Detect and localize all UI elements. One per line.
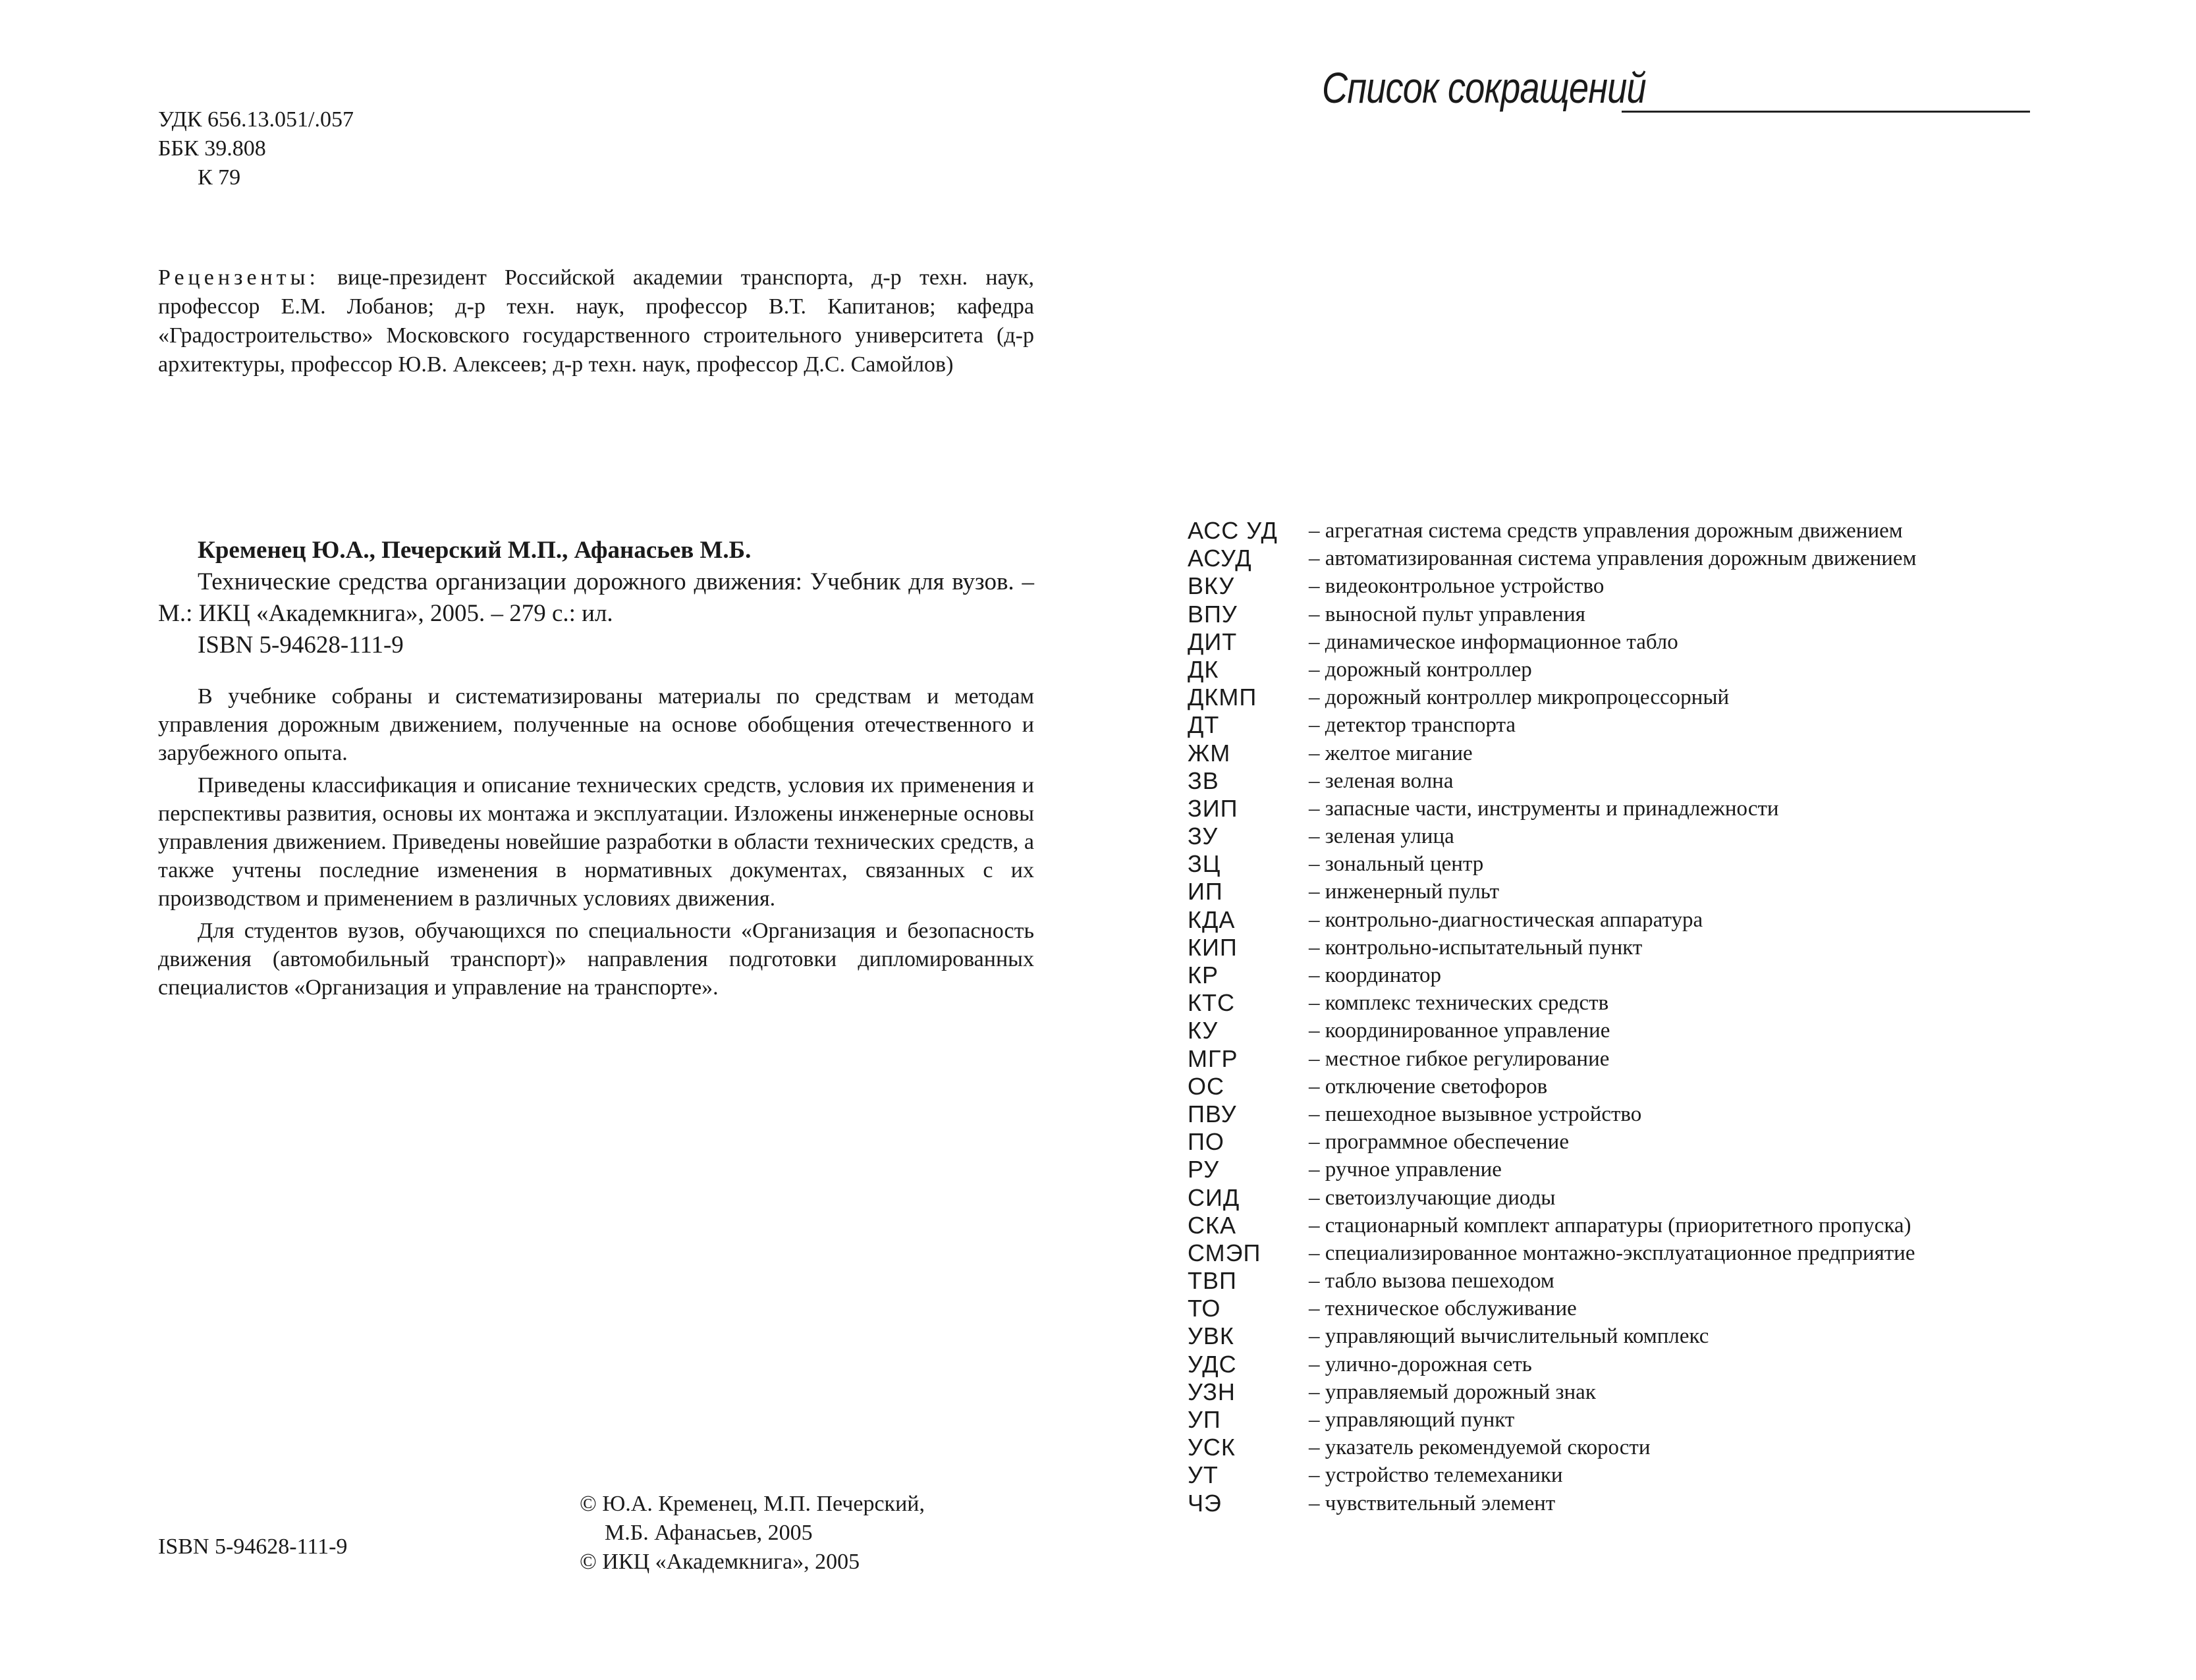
abbreviation: ЗУ [1188,823,1219,850]
abbreviation: КУ [1188,1017,1219,1044]
isbn-bottom: ISBN 5-94628-111-9 [158,1534,348,1559]
abbreviation-definition: – контрольно-испытательный пункт [1309,935,1643,960]
abstract-paragraph: В учебнике собраны и систематизированы материалы по средствам и методам управления дорожным движением, полученные на основе обобщения отечественного и зарубежного опыта. [158,684,1034,765]
abbreviation: ЗВ [1188,767,1219,794]
abbreviation: УТ [1188,1461,1219,1489]
abbreviation: ЖМ [1188,739,1231,767]
abbreviation-row [1188,629,2143,657]
right-page [1098,0,2196,1680]
abbreviation-definition: – видеоконтрольное устройство [1309,574,1605,599]
abbreviation: ПО [1188,1128,1224,1156]
abbreviation-row [1188,712,2143,740]
abbreviation-definition: – зеленая улица [1309,825,1454,849]
copyright-line: © ИКЦ «Академкнига», 2005 [580,1550,860,1574]
abbreviation: МГР [1188,1044,1238,1072]
abbreviation: УСК [1188,1434,1236,1461]
abbreviation-definition: – ручное управление [1309,1158,1502,1182]
abbreviation: УП [1188,1406,1221,1433]
udc-code: УДК 656.13.051/.057 [158,107,354,132]
abbreviation-definition: – дорожный контроллер [1309,657,1532,682]
abbreviation-row [1188,545,2143,573]
abbreviation: УВК [1188,1322,1234,1350]
abbreviation-row [1188,684,2143,712]
abbreviation: ВПУ [1188,600,1238,628]
abbreviation-row [1188,1295,2143,1323]
abbreviation-definition: – чувствительный элемент [1309,1491,1556,1515]
abbreviation-definition: – табло вызова пешеходом [1309,1269,1554,1293]
bibliographic-description: Технические средства организации дорожного движения: Учебник для вузов. – М.: ИКЦ «Академкнига», 2005. – 279 с.: ил. [158,568,1034,627]
isbn-line: ISBN 5-94628-111-9 [198,632,404,659]
abstract-paragraph: Для студентов вузов, обучающихся по специальности «Организация и безопасность движения (автомобильный транспорт)» направления подготовки дипломированных специалистов «Организация и управление на транспорте». [158,919,1034,1000]
abbreviation-row [1188,1129,2143,1156]
abbreviation-definition: – программное обеспечение [1309,1130,1569,1154]
abbreviation: АСС УД [1188,517,1278,544]
abbreviation-row [1188,1323,2143,1351]
abbreviation: КИП [1188,933,1238,961]
abbreviation: ДК [1188,655,1219,683]
abbreviation-definition: – управляющий вычислительный комплекс [1309,1324,1709,1349]
abbreviation-row [1188,1185,2143,1212]
abbreviation: КР [1188,962,1219,989]
abbreviation: РУ [1188,1156,1220,1183]
abbreviation-definition: – контрольно-диагностическая аппаратура [1309,908,1703,932]
copyright-line: М.Б. Афанасьев, 2005 [605,1521,813,1545]
abbreviation-row [1188,935,2143,962]
abbreviation-row [1188,851,2143,879]
abbreviation-row [1188,823,2143,851]
abbreviation-definition: – зеленая волна [1309,769,1454,793]
abbreviation-definition: – координированное управление [1309,1019,1610,1043]
abbreviation: СМЭП [1188,1239,1261,1266]
reviewers-block [158,263,1034,379]
abbreviation-row [1188,573,2143,601]
abbreviation-definition: – стационарный комплект аппаратуры (приоритетного пропуска) [1309,1213,1911,1237]
abbreviation-row [1188,1212,2143,1240]
abstract [158,682,1034,1006]
abbreviation-definition: – автоматизированная система управления дорожным движением [1309,547,1917,571]
abbreviation-row [1188,768,2143,796]
abbreviation-row [1188,1351,2143,1379]
abbreviation-definition: – инженерный пульт [1309,880,1500,904]
copyright-line: © Ю.А. Кременец, М.П. Печерский, [580,1492,925,1516]
abbreviation-definition: – выносной пульт управления [1309,602,1585,626]
abbreviation: ДТ [1188,711,1220,739]
abbreviation: АСУД [1188,545,1252,572]
abbreviation-definition: – желтое мигание [1309,741,1473,765]
abbreviation: СИД [1188,1183,1240,1211]
abbreviation-row [1188,657,2143,684]
author-sign: К 79 [198,165,241,190]
abbreviation: КТС [1188,989,1235,1017]
abbreviation-definition: – техническое обслуживание [1309,1297,1577,1321]
abbreviation-row [1188,907,2143,935]
abbreviation: КДА [1188,906,1236,933]
abbreviation-list [1188,518,2143,1518]
bbk-code: ББК 39.808 [158,136,266,161]
authors: Кременец Ю.А., Печерский М.П., Афанасьев М.Б. [198,537,752,564]
abbreviation-row [1188,990,2143,1017]
page-title: Список сокращений [1322,63,1646,112]
abbreviation-definition: – дорожный контроллер микропроцессорный [1309,686,1730,710]
abbreviation: ТО [1188,1295,1221,1322]
abbreviation-row [1188,1268,2143,1295]
reviewers-text: вице-президент Российской академии транспорта, д-р техн. наук, профессор Е.М. Лобанов; д-р техн. наук, профессор В.Т. Капитанов; кафедра «Градостроительство» Московского государственного строительного университета (д-р архитектуры, профессор Ю.В. Алексеев; д-р техн. наук, профессор Д.С. Самойлов) [158,265,1035,377]
abbreviation: УДС [1188,1350,1237,1378]
abbreviation-definition: – координатор [1309,963,1442,987]
abbreviation-row [1188,740,2143,768]
abbreviation: УЗН [1188,1378,1236,1405]
abbreviation-definition: – динамическое информационное табло [1309,630,1678,654]
abbreviation-row [1188,962,2143,990]
abbreviation: ДИТ [1188,628,1238,655]
abbreviation-definition: – комплекс технических средств [1309,991,1609,1016]
abbreviation-definition: – устройство телемеханики [1309,1463,1563,1488]
abbreviation-row [1188,879,2143,906]
abbreviation-definition: – отключение светофоров [1309,1074,1548,1098]
abbreviation: ДКМП [1188,684,1257,711]
abbreviation-definition: – светоизлучающие диоды [1309,1185,1556,1210]
abbreviation-row [1188,796,2143,823]
abbreviation-row [1188,1462,2143,1490]
abbreviation-row [1188,1490,2143,1518]
abbreviation-row [1188,1240,2143,1268]
abbreviation-row [1188,1017,2143,1045]
abbreviation: ИП [1188,878,1223,906]
abbreviation-row [1188,1379,2143,1407]
abbreviation-definition: – агрегатная система средств управления дорожным движением [1309,519,1903,543]
abbreviation-row [1188,1046,2143,1073]
abstract-paragraph: Приведены классификация и описание технических средств, условия их применения и перспективы развития, основы их монтажа и эксплуатации. Изложены инженерные основы управления движением. Приведены новейшие разработки в области технических средств, а также учтены последние изменения в нормативных документах, связанных с их производством и применением в различных условиях движения. [158,773,1034,911]
abbreviation-row [1188,1156,2143,1184]
abbreviation-row [1188,518,2143,545]
abbreviation: ОС [1188,1072,1224,1100]
title-rule [1622,111,2030,113]
reviewers-label: Рецензенты: [158,265,319,290]
abbreviation: ЗЦ [1188,850,1221,878]
abbreviation-row [1188,601,2143,629]
abbreviation-definition: – управляемый дорожный знак [1309,1380,1596,1404]
abbreviation-row [1188,1073,2143,1101]
abbreviation-definition: – местное гибкое регулирование [1309,1046,1610,1071]
abbreviation-definition: – управляющий пункт [1309,1408,1515,1432]
abbreviation: ПВУ [1188,1100,1237,1127]
copyright-block [580,1490,925,1577]
abbreviation-row [1188,1407,2143,1434]
abbreviation-definition: – указатель рекомендуемой скорости [1309,1436,1651,1460]
classification-codes [158,105,354,192]
abbreviation: ЗИП [1188,794,1238,822]
abbreviation-definition: – пешеходное вызывное устройство [1309,1102,1642,1126]
abbreviation-row [1188,1434,2143,1462]
abbreviation: ТВП [1188,1267,1237,1295]
abbreviation-definition: – детектор транспорта [1309,713,1516,738]
abbreviation-row [1188,1101,2143,1129]
bibliographic-record [158,535,1034,661]
abbreviation: СКА [1188,1211,1236,1239]
abbreviation-definition: – улично-дорожная сеть [1309,1352,1532,1376]
abbreviation-definition: – запасные части, инструменты и принадлежности [1309,796,1779,821]
abbreviation-definition: – зональный центр [1309,852,1484,877]
abbreviation: ЧЭ [1188,1489,1222,1517]
abbreviation: ВКУ [1188,572,1235,600]
abbreviation-definition: – специализированное монтажно-эксплуатационное предприятие [1309,1241,1915,1265]
